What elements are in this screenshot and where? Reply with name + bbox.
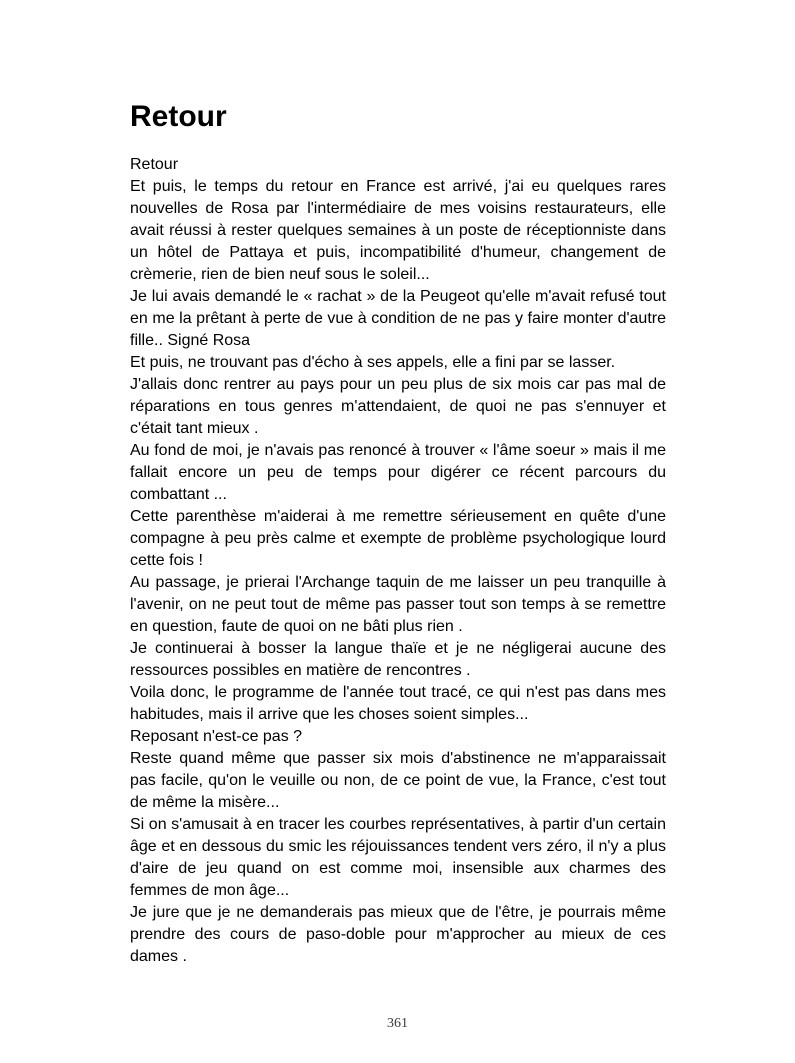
- paragraph: Et puis, ne trouvant pas d'écho à ses appels, elle a fini par se lasser.: [130, 354, 616, 371]
- paragraph: Si on s'amusait à en tracer les courbes représentatives, à partir d'un certain âge et en dessous du smic les réjouissances tendent vers zéro, il n'y a plus d'aire de jeu quand on est comme moi, insensible aux charmes des femmes de mon âge...: [130, 816, 666, 899]
- paragraph: Cette parenthèse m'aiderai à me remettre sérieusement en quête d'une compagne à peu près calme et exempte de problème psychologique lourd cette fois !: [130, 508, 666, 569]
- paragraph: Reposant n'est-ce pas ?: [130, 728, 303, 745]
- page-number: 361: [387, 1016, 408, 1031]
- body-text: [130, 154, 666, 968]
- paragraph: Je lui avais demandé le « rachat » de la Peugeot qu'elle m'avait refusé tout en me la prêtant à perte de vue à condition de ne pas y faire monter d'autre fille.. Signé Rosa: [130, 288, 666, 349]
- text-column: [130, 100, 666, 968]
- chapter-title: Retour: [130, 100, 227, 133]
- paragraph: Et puis, le temps du retour en France est arrivé, j'ai eu quelques rares nouvelles de Rosa par l'intermédiaire de mes voisins restaurateurs, elle avait réussi à rester quelques semaines à un poste de réceptionniste dans un hôtel de Pattaya et puis, incompatibilité d'humeur, changement de crèmerie, rien de bien neuf sous le soleil...: [130, 178, 666, 283]
- paragraph: Au passage, je prierai l'Archange taquin de me laisser un peu tranquille à l'avenir, on ne peut tout de même pas passer tout son temps à se remettre en question, faute de quoi on ne bâti plus rien .: [130, 574, 666, 635]
- paragraph: Je jure que je ne demanderais pas mieux que de l'être, je pourrais même prendre des cours de paso-doble pour m'approcher au mieux de ces dames .: [130, 904, 666, 965]
- paragraph: Retour: [130, 156, 179, 173]
- paragraph: J'allais donc rentrer au pays pour un peu plus de six mois car pas mal de réparations en tous genres m'attendaient, de quoi ne pas s'ennuyer et c'était tant mieux .: [130, 376, 666, 437]
- paragraph: Je continuerai à bosser la langue thaïe et je ne négligerai aucune des ressources possibles en matière de rencontres .: [130, 640, 666, 679]
- paragraph: Reste quand même que passer six mois d'abstinence ne m'apparaissait pas facile, qu'on le veuille ou non, de ce point de vue, la France, c'est tout de même la misère...: [130, 750, 666, 811]
- paragraph: Au fond de moi, je n'avais pas renoncé à trouver « l'âme soeur » mais il me fallait encore un peu de temps pour digérer ce récent parcours du combattant ...: [130, 442, 666, 503]
- paragraph: Voila donc, le programme de l'année tout tracé, ce qui n'est pas dans mes habitudes, mais il arrive que les choses soient simples...: [130, 684, 666, 723]
